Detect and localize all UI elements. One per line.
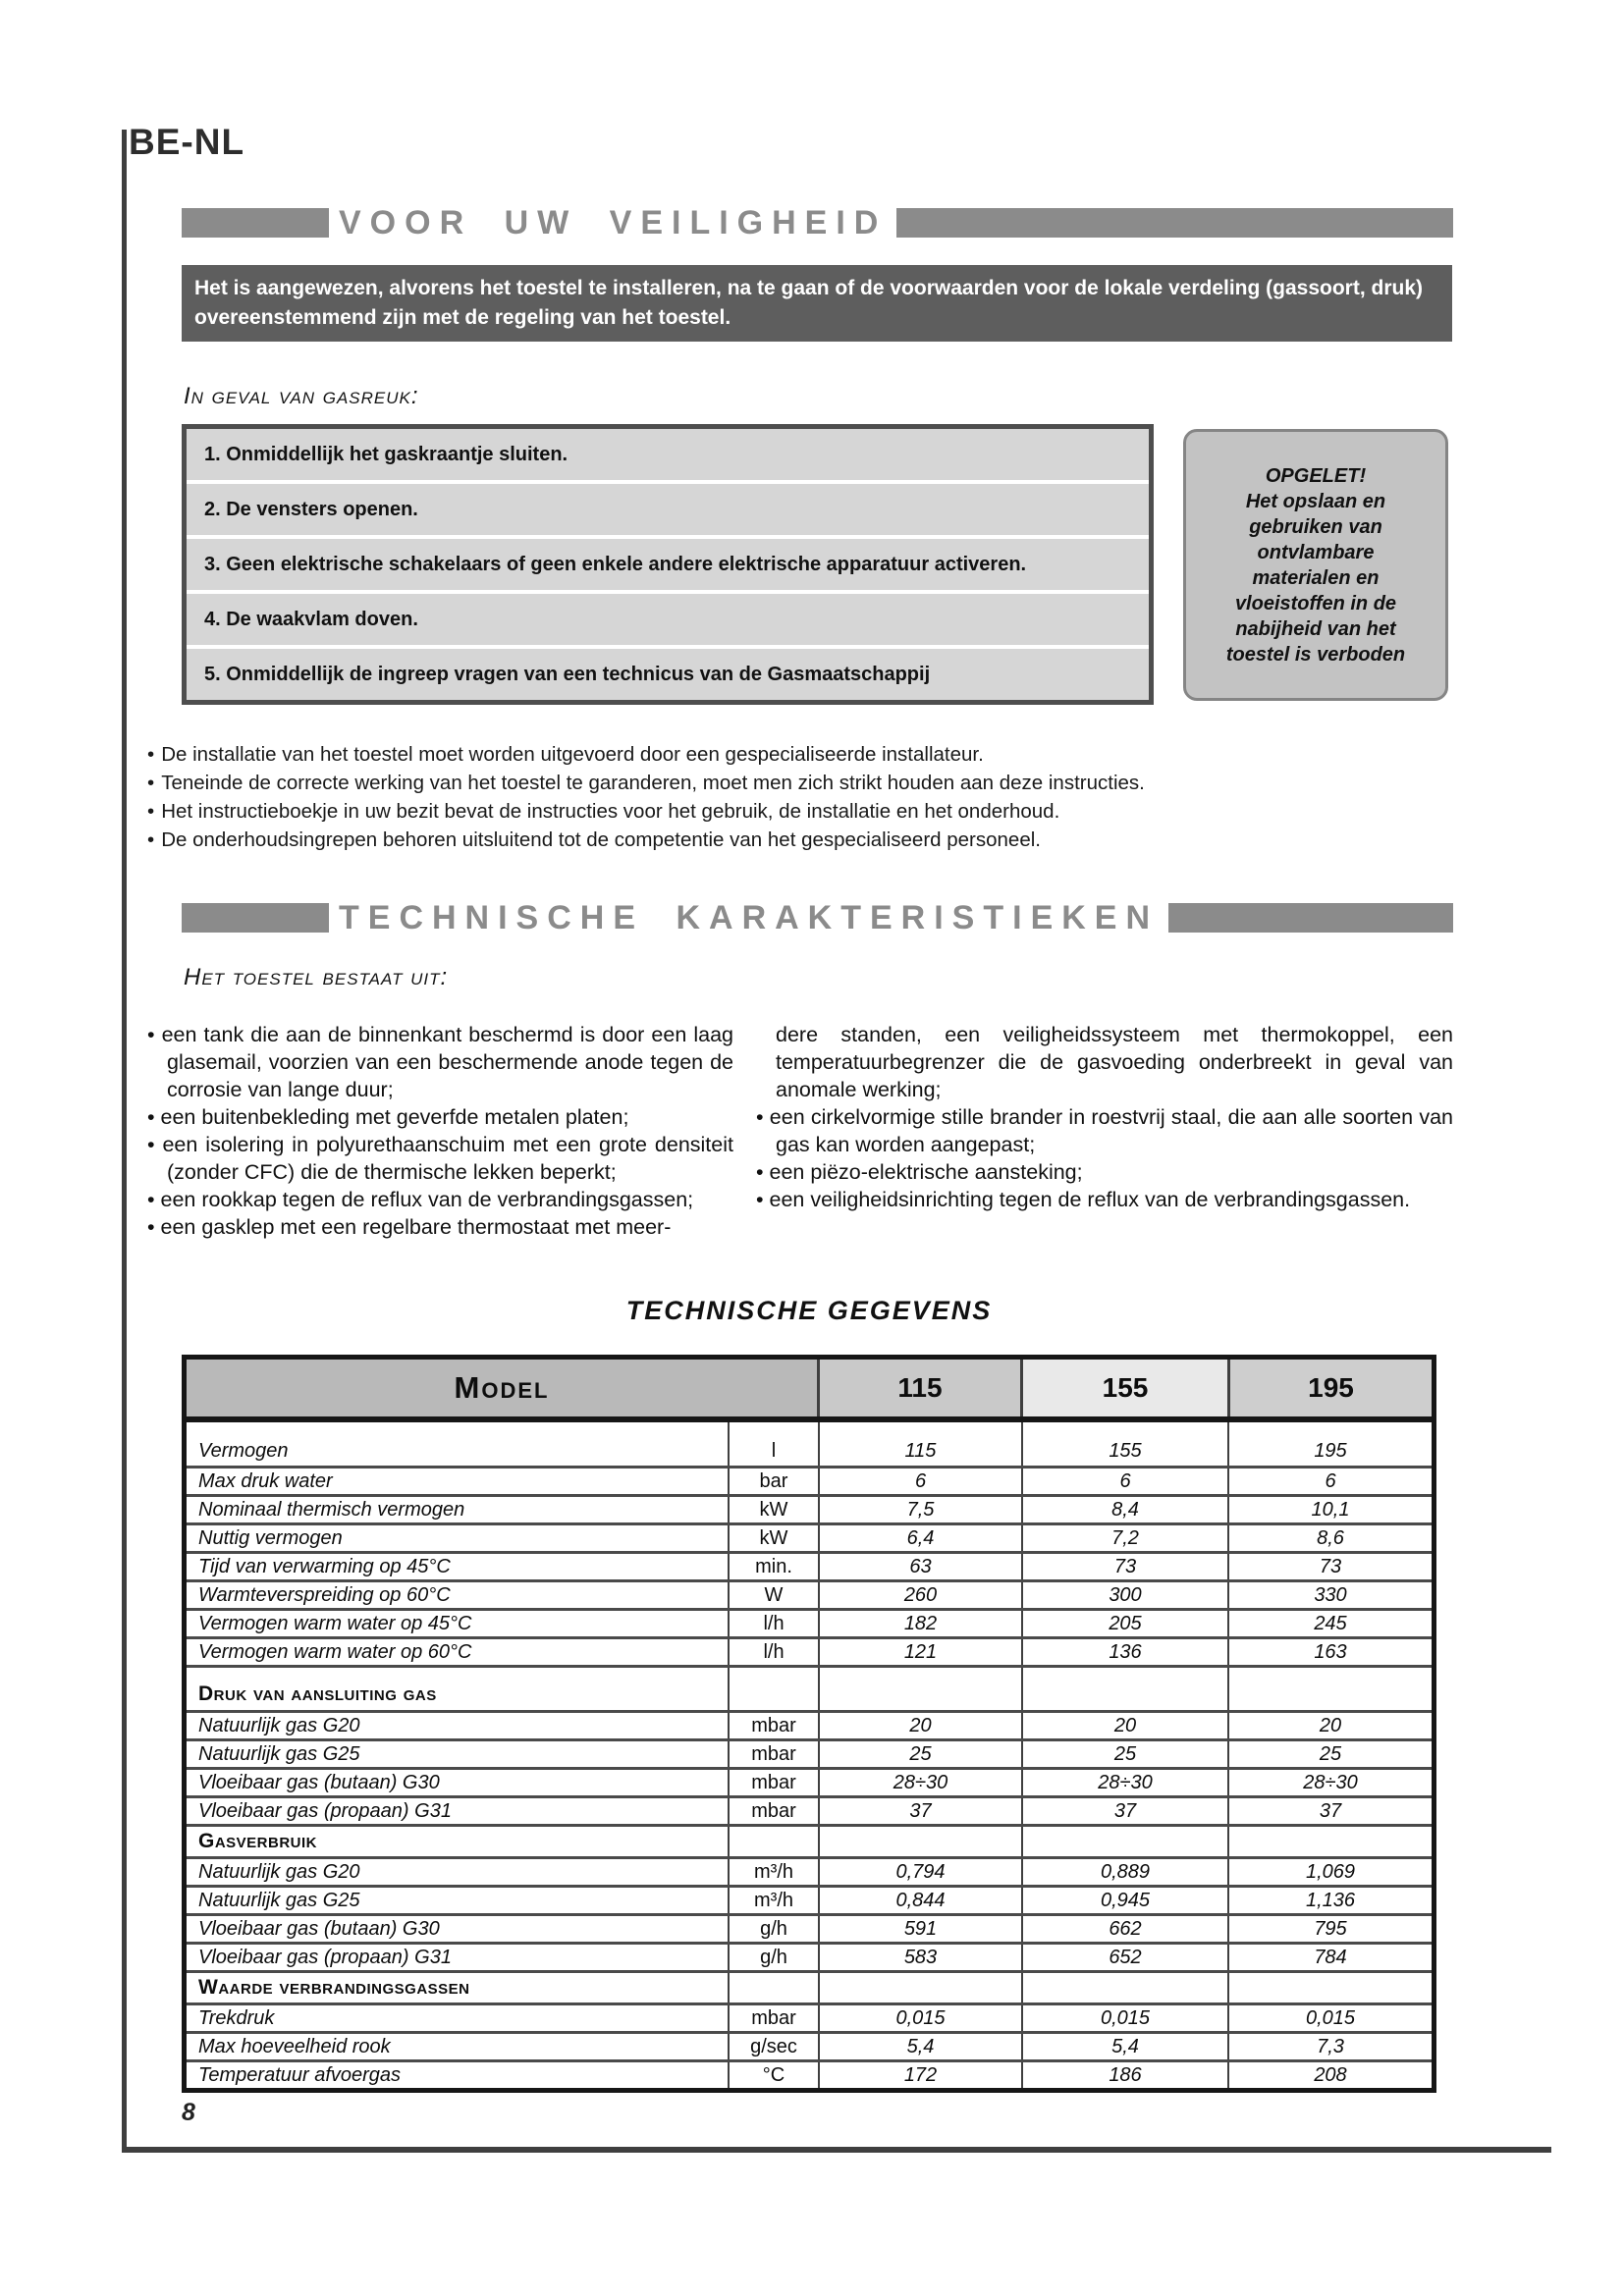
table-row <box>187 1551 1432 1579</box>
table-cell-value-195: 8,6 <box>1317 1526 1344 1549</box>
table-cell-value-155: 8,4 <box>1023 1497 1229 1522</box>
note-item <box>147 797 1463 826</box>
table-cell-value-115: 115 <box>820 1422 1023 1466</box>
table-cell-label: Temperatuur afvoergas <box>187 2062 730 2088</box>
feature-item: • een veiligheidsinrichting tegen de reflux van de verbrandingsgassen. <box>756 1188 1411 1211</box>
table-cell-value-155: 73 <box>1023 1554 1229 1579</box>
warning-line: vloeistoffen in de <box>1234 592 1397 614</box>
table-cell-label: Trekdruk <box>187 2005 730 2031</box>
table-cell-value-155: 20 <box>1023 1713 1229 1738</box>
page-left-border <box>122 130 127 2152</box>
table-row <box>187 2031 1432 2059</box>
table-cell-value-115: 63 <box>820 1554 1023 1579</box>
feature-item: • een cirkelvormige stille brander in roestvrij staal, die aan alle soorten van gas kan worden aangepast; <box>756 1105 1453 1156</box>
table-row <box>187 1885 1432 1913</box>
bullet-icon: • <box>147 743 155 766</box>
feature-item: • een isolering in polyurethaanschuim met een grote densiteit (zonder CFC) die de thermische lekken beperkt; <box>147 1133 733 1184</box>
table-cell-value-115: 172 <box>820 2062 1023 2088</box>
warning-line: gebruiken van <box>1249 515 1382 538</box>
install-warning-banner <box>182 265 1452 342</box>
table-cell-value-195: 37 <box>1319 1799 1342 1822</box>
table-cell-unit: mbar <box>730 1770 820 1795</box>
table-cell-label: Nuttig vermogen <box>187 1525 730 1551</box>
table-cell-value-155: 5,4 <box>1023 2034 1229 2059</box>
table-cell-label: Nominaal thermisch vermogen <box>187 1497 730 1522</box>
table-cell-value-195: 28÷30 <box>1303 1771 1358 1793</box>
section-title-safety <box>182 204 1453 241</box>
table-cell-value-155: 0,015 <box>1023 2005 1229 2031</box>
table-cell-label: Tijd van verwarming op 45°C <box>187 1554 730 1579</box>
note-item <box>147 769 1463 797</box>
table-cell-value-115: 182 <box>820 1611 1023 1636</box>
flammables-warning-box <box>1183 429 1448 701</box>
safety-step: 2. De vensters openen. <box>187 480 1149 535</box>
table-row <box>187 1579 1432 1608</box>
feature-columns <box>147 1021 1453 1241</box>
table-section-row <box>187 1665 1432 1710</box>
table-cell-value-195 <box>1229 1827 1432 1856</box>
note-text: De installatie van het toestel moet worden uitgevoerd door een gespecialiseerde installateur. <box>161 743 984 766</box>
section-title-text: TECHNISCHE KARAKTERISTIEKEN <box>339 898 1160 936</box>
table-cell-value-155: 652 <box>1023 1945 1229 1970</box>
table-cell-value-115 <box>820 1973 1023 2002</box>
table-row <box>187 1795 1432 1824</box>
safety-step: 4. De waakvlam doven. <box>187 590 1149 645</box>
table-cell-value-115: 583 <box>820 1945 1023 1970</box>
table-cell-label: Druk van aansluiting gas <box>187 1668 730 1710</box>
table-cell-value-115: 28÷30 <box>820 1770 1023 1795</box>
table-cell-label: Natuurlijk gas G25 <box>187 1741 730 1767</box>
installation-notes <box>147 740 1463 854</box>
table-cell-unit: min. <box>730 1554 820 1579</box>
table-cell-value-115: 20 <box>820 1713 1023 1738</box>
table-row <box>187 1636 1432 1665</box>
table-cell-value-155: 28÷30 <box>1023 1770 1229 1795</box>
table-cell-unit: mbar <box>730 1798 820 1824</box>
banner-line: Het is aangewezen, alvorens het toestel te installeren, na te gaan of de voorwaarden voor de lokale verdeling (gassoort, druk) <box>194 277 1424 299</box>
gas-leak-steps-box <box>182 424 1154 705</box>
table-body <box>187 1422 1432 2088</box>
table-row <box>187 1767 1432 1795</box>
table-row <box>187 1608 1432 1636</box>
table-cell-value-195: 330 <box>1314 1583 1347 1606</box>
table-cell-unit: W <box>730 1582 820 1608</box>
table-cell-value-195: 1,136 <box>1305 1889 1356 1911</box>
table-cell-unit: m³/h <box>730 1859 820 1885</box>
table-cell-unit <box>730 1668 820 1710</box>
table-cell-value-115: 0,015 <box>820 2005 1023 2031</box>
table-header-model-155: 155 <box>1023 1360 1230 1416</box>
table-cell-value-195: 208 <box>1314 2063 1347 2086</box>
table-cell-unit: mbar <box>730 2005 820 2031</box>
title-bar-right <box>1168 903 1453 933</box>
table-cell-value-115 <box>820 1827 1023 1856</box>
table-cell-value-115: 260 <box>820 1582 1023 1608</box>
table-cell-label: Gasverbruik <box>187 1827 730 1856</box>
table-cell-unit: l <box>730 1422 820 1466</box>
table-cell-value-155: 186 <box>1023 2062 1229 2088</box>
table-header-model: Model <box>187 1360 820 1416</box>
table-cell-label: Natuurlijk gas G20 <box>187 1713 730 1738</box>
title-bar-left <box>182 903 329 933</box>
table-cell-value-195 <box>1229 1973 1432 2002</box>
table-cell-value-155: 205 <box>1023 1611 1229 1636</box>
table-cell-unit: mbar <box>730 1741 820 1767</box>
table-row <box>187 1856 1432 1885</box>
table-cell-value-115: 0,794 <box>820 1859 1023 1885</box>
banner-line: overeenstemmend zijn met de regeling van het toestel. <box>194 306 731 329</box>
page-bottom-border <box>122 2147 1551 2153</box>
table-cell-unit: l/h <box>730 1639 820 1665</box>
safety-step: 3. Geen elektrische schakelaars of geen enkele andere elektrische apparatuur activeren. <box>187 535 1149 590</box>
table-cell-value-195: 25 <box>1319 1742 1342 1765</box>
table-row <box>187 1422 1432 1466</box>
table-cell-label: Warmteverspreiding op 60°C <box>187 1582 730 1608</box>
table-cell-label: Waarde verbrandingsgassen <box>187 1973 730 2002</box>
feature-item: • een rookkap tegen de reflux van de verbrandingsgassen; <box>147 1188 694 1211</box>
device-consists-heading: Het toestel bestaat uit: <box>184 964 449 990</box>
table-cell-unit: °C <box>730 2062 820 2088</box>
safety-step: 1. Onmiddellijk het gaskraantje sluiten. <box>204 443 568 465</box>
safety-step: 5. Onmiddellijk de ingreep vragen van een technicus van de Gasmaatschappij <box>187 645 1149 700</box>
table-cell-value-195 <box>1229 1668 1432 1710</box>
note-item <box>147 826 1463 854</box>
warning-line: OPGELET! <box>1265 464 1367 487</box>
note-item <box>147 740 1463 769</box>
table-cell-value-195: 163 <box>1314 1640 1347 1663</box>
warning-line: Het opslaan en <box>1245 490 1386 512</box>
table-cell-label: Natuurlijk gas G25 <box>187 1888 730 1913</box>
title-bar-right <box>896 208 1453 238</box>
table-cell-label: Max druk water <box>187 1468 730 1494</box>
table-cell-label: Vermogen warm water op 60°C <box>187 1639 730 1665</box>
table-title: TECHNISCHE GEGEVENS <box>625 1296 993 1325</box>
table-header-model-195: 195 <box>1230 1360 1432 1416</box>
table-cell-unit: bar <box>730 1468 820 1494</box>
table-cell-label: Vloeibaar gas (butaan) G30 <box>187 1770 730 1795</box>
table-row <box>187 2059 1432 2088</box>
table-row <box>187 1494 1432 1522</box>
table-cell-value-115: 121 <box>820 1639 1023 1665</box>
table-cell-value-155: 0,889 <box>1023 1859 1229 1885</box>
bullet-icon: • <box>147 828 155 851</box>
table-cell-value-155: 6 <box>1023 1468 1229 1494</box>
table-section-row <box>187 1970 1432 2002</box>
section-title-characteristics <box>182 899 1453 936</box>
table-cell-value-195: 6 <box>1325 1469 1336 1492</box>
table-cell-value-155: 300 <box>1023 1582 1229 1608</box>
table-cell-value-195: 195 <box>1314 1440 1347 1462</box>
language-tag: BE-NL <box>129 122 245 162</box>
table-cell-value-195: 73 <box>1319 1555 1342 1577</box>
table-cell-unit: kW <box>730 1525 820 1551</box>
table-cell-value-195: 245 <box>1314 1612 1347 1634</box>
table-cell-value-115: 591 <box>820 1916 1023 1942</box>
feature-item: • een tank die aan de binnenkant beschermd is door een laag glasemail, voorzien van een beschermende anode tegen de corrosie van lange duur; <box>147 1023 733 1101</box>
feature-item: • een buitenbekleding met geverfde metalen platen; <box>147 1105 629 1129</box>
title-bar-left <box>182 208 329 238</box>
table-cell-value-155: 662 <box>1023 1916 1229 1942</box>
table-row <box>187 2002 1432 2031</box>
note-text: Teneinde de correcte werking van het toestel te garanderen, moet men zich strikt houden aan deze instructies. <box>161 772 1145 794</box>
table-cell-value-115: 7,5 <box>820 1497 1023 1522</box>
table-cell-value-155 <box>1023 1668 1229 1710</box>
table-cell-value-155: 136 <box>1023 1639 1229 1665</box>
feature-item: dere standen, een veiligheidssysteem met thermokoppel, een temperatuurbegrenzer die de gasvoeding onderbreekt in geval van anomale werking; <box>776 1023 1453 1101</box>
table-cell-unit: g/h <box>730 1916 820 1942</box>
table-header-model-115: 115 <box>820 1360 1023 1416</box>
table-cell-value-195: 795 <box>1314 1917 1347 1940</box>
table-cell-unit <box>730 1827 820 1856</box>
table-cell-value-115: 25 <box>820 1741 1023 1767</box>
page-number: 8 <box>182 2099 195 2126</box>
table-row <box>187 1710 1432 1738</box>
table-cell-value-115: 5,4 <box>820 2034 1023 2059</box>
warning-line: toestel is verboden <box>1225 643 1406 666</box>
table-cell-unit: mbar <box>730 1713 820 1738</box>
table-cell-label: Max hoeveelheid rook <box>187 2034 730 2059</box>
warning-line: nabijheid van het <box>1235 617 1396 640</box>
feature-column-left <box>147 1021 733 1241</box>
table-cell-label: Vloeibaar gas (butaan) G30 <box>187 1916 730 1942</box>
table-cell-value-155 <box>1023 1973 1229 2002</box>
table-cell-value-195: 10,1 <box>1311 1498 1350 1521</box>
note-text: Het instructieboekje in uw bezit bevat de instructies voor het gebruik, de installatie en het onderhoud. <box>161 800 1060 823</box>
table-cell-unit: g/h <box>730 1945 820 1970</box>
feature-item: • een gasklep met een regelbare thermostaat met meer- <box>147 1215 672 1239</box>
table-cell-label: Vermogen warm water op 45°C <box>187 1611 730 1636</box>
table-cell-unit: g/sec <box>730 2034 820 2059</box>
feature-item: • een piëzo-elektrische aansteking; <box>756 1160 1083 1184</box>
table-cell-value-195: 7,3 <box>1317 2035 1344 2057</box>
table-row <box>187 1942 1432 1970</box>
bullet-icon: • <box>147 772 155 794</box>
table-cell-value-115: 0,844 <box>820 1888 1023 1913</box>
table-cell-value-115 <box>820 1668 1023 1710</box>
table-cell-value-195: 1,069 <box>1305 1860 1356 1883</box>
technical-data-table <box>182 1355 1436 2093</box>
table-cell-unit: m³/h <box>730 1888 820 1913</box>
table-cell-unit <box>730 1973 820 2002</box>
note-text: De onderhoudsingrepen behoren uitsluitend tot de competentie van het gespecialiseerd personeel. <box>161 828 1041 851</box>
table-cell-value-155: 0,945 <box>1023 1888 1229 1913</box>
table-cell-label: Vloeibaar gas (propaan) G31 <box>187 1945 730 1970</box>
table-cell-unit: kW <box>730 1497 820 1522</box>
table-cell-label: Vloeibaar gas (propaan) G31 <box>187 1798 730 1824</box>
table-cell-value-115: 6,4 <box>820 1525 1023 1551</box>
table-cell-value-155: 25 <box>1023 1741 1229 1767</box>
table-cell-value-115: 37 <box>820 1798 1023 1824</box>
table-header-row <box>187 1360 1432 1422</box>
table-cell-value-195: 20 <box>1319 1714 1342 1736</box>
warning-line: materialen en <box>1252 566 1380 589</box>
feature-column-right <box>756 1021 1453 1241</box>
table-cell-label: Natuurlijk gas G20 <box>187 1859 730 1885</box>
table-section-row <box>187 1824 1432 1856</box>
table-row <box>187 1522 1432 1551</box>
section-title-text: VOOR UW VEILIGHEID <box>339 203 888 241</box>
table-cell-unit: l/h <box>730 1611 820 1636</box>
table-row <box>187 1738 1432 1767</box>
table-cell-value-155: 37 <box>1023 1798 1229 1824</box>
table-row <box>187 1466 1432 1494</box>
warning-line: ontvlambare <box>1257 541 1375 563</box>
table-cell-label: Vermogen <box>187 1422 730 1466</box>
table-cell-value-155 <box>1023 1827 1229 1856</box>
table-cell-value-115: 6 <box>820 1468 1023 1494</box>
table-cell-value-155: 7,2 <box>1023 1525 1229 1551</box>
bullet-icon: • <box>147 800 155 823</box>
table-cell-value-195: 784 <box>1314 1946 1347 1968</box>
gas-leak-heading: In geval van gasreuk: <box>184 383 419 409</box>
table-cell-value-195: 0,015 <box>1305 2006 1356 2029</box>
table-row <box>187 1913 1432 1942</box>
table-cell-value-155: 155 <box>1023 1422 1229 1466</box>
